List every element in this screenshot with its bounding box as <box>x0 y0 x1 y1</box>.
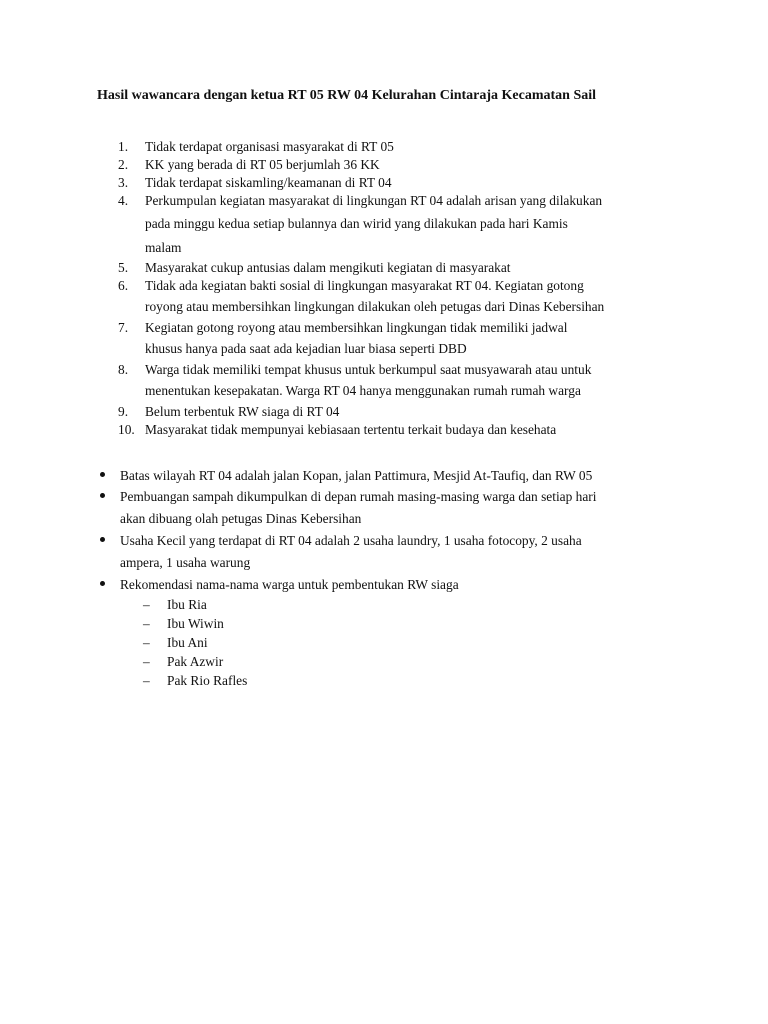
dash-marker: – <box>143 635 150 650</box>
item-number: 3. <box>118 175 129 190</box>
dash-marker: – <box>143 616 150 631</box>
bullet-text: Batas wilayah RT 04 adalah jalan Kopan, jalan Pattimura, Mesjid At-Taufiq, dan RW 05 <box>120 468 593 483</box>
item-number: 4. <box>118 193 129 208</box>
item-text: Tidak ada kegiatan bakti sosial di lingkungan masyarakat RT 04. Kegiatan gotong <box>145 278 584 293</box>
item-number: 7. <box>118 320 129 335</box>
item-number: 10. <box>118 422 135 437</box>
item-text: Perkumpulan kegiatan masyarakat di lingkungan RT 04 adalah arisan yang dilakukan <box>145 193 603 208</box>
item-text-continued: khusus hanya pada saat ada kejadian luar biasa seperti DBD <box>145 341 467 356</box>
bullet-item <box>0 466 700 486</box>
item-text: Kegiatan gotong royong atau membersihkan lingkungan tidak memiliki jadwal <box>145 320 568 335</box>
item-number: 6. <box>118 278 129 293</box>
bullet-dot-icon <box>100 493 105 498</box>
bullet-text: Usaha Kecil yang terdapat di RT 04 adalah 2 usaha laundry, 1 usaha fotocopy, 2 usaha <box>120 533 582 548</box>
dash-marker: – <box>143 673 150 688</box>
document-title: Hasil wawancara dengan ketua RT 05 RW 04 Kelurahan Cintaraja Kecamatan Sail <box>97 88 597 103</box>
item-text-continued: malam <box>145 240 182 255</box>
recommended-names-list <box>0 595 700 690</box>
numbered-list <box>0 138 700 439</box>
list-item <box>0 421 700 439</box>
item-text: Belum terbentuk RW siaga di RT 04 <box>145 404 340 419</box>
item-text: Tidak terdapat siskamling/keamanan di RT 04 <box>145 175 392 190</box>
name-item <box>0 633 700 652</box>
item-text: KK yang berada di RT 05 berjumlah 36 KK <box>145 157 380 172</box>
list-item <box>0 319 700 361</box>
item-text-continued: pada minggu kedua setiap bulannya dan wirid yang dilakukan pada hari Kamis <box>145 216 568 231</box>
list-item <box>0 192 700 259</box>
item-text: Masyarakat cukup antusias dalam mengikuti kegiatan di masyarakat <box>145 260 511 275</box>
list-item <box>0 403 700 421</box>
item-text: Tidak terdapat organisasi masyarakat di RT 05 <box>145 139 394 154</box>
bullet-text-continued: akan dibuang olah petugas Dinas Kebersihan <box>120 511 362 526</box>
item-number: 1. <box>118 139 129 154</box>
item-text-continued: menentukan kesepakatan. Warga RT 04 hanya menggunakan rumah rumah warga <box>145 383 581 398</box>
list-item <box>0 277 700 319</box>
name-text: Pak Rio Rafles <box>167 673 248 688</box>
list-item <box>0 174 700 192</box>
list-item <box>0 361 700 403</box>
name-item <box>0 671 700 690</box>
bullet-item <box>0 487 700 531</box>
list-item <box>0 259 700 277</box>
item-number: 5. <box>118 260 129 275</box>
bullet-text-continued: ampera, 1 usaha warung <box>120 555 251 570</box>
item-text: Masyarakat tidak mempunyai kebiasaan tertentu terkait budaya dan kesehata <box>145 422 557 437</box>
name-item <box>0 595 700 614</box>
name-text: Pak Azwir <box>167 654 224 669</box>
name-item <box>0 652 700 671</box>
list-item <box>0 138 700 156</box>
item-number: 9. <box>118 404 129 419</box>
bullet-text: Pembuangan sampah dikumpulkan di depan rumah masing-masing warga dan setiap hari <box>120 489 597 504</box>
bullet-dot-icon <box>100 581 105 586</box>
name-text: Ibu Ria <box>167 597 207 612</box>
item-number: 8. <box>118 362 129 377</box>
item-text: Warga tidak memiliki tempat khusus untuk berkumpul saat musyawarah atau untuk <box>145 362 592 377</box>
bullet-item <box>0 575 700 690</box>
item-text-continued: royong atau membersihkan lingkungan dilakukan oleh petugas dari Dinas Kebersihan <box>145 299 605 314</box>
name-item <box>0 614 700 633</box>
name-text: Ibu Wiwin <box>167 616 224 631</box>
bullet-list <box>0 466 700 690</box>
bullet-item <box>0 531 700 575</box>
bullet-dot-icon <box>100 537 105 542</box>
name-text: Ibu Ani <box>167 635 208 650</box>
bullet-dot-icon <box>100 472 105 477</box>
dash-marker: – <box>143 654 150 669</box>
item-number: 2. <box>118 157 129 172</box>
list-item <box>0 156 700 174</box>
bullet-text: Rekomendasi nama-nama warga untuk pembentukan RW siaga <box>120 577 459 592</box>
dash-marker: – <box>143 597 150 612</box>
